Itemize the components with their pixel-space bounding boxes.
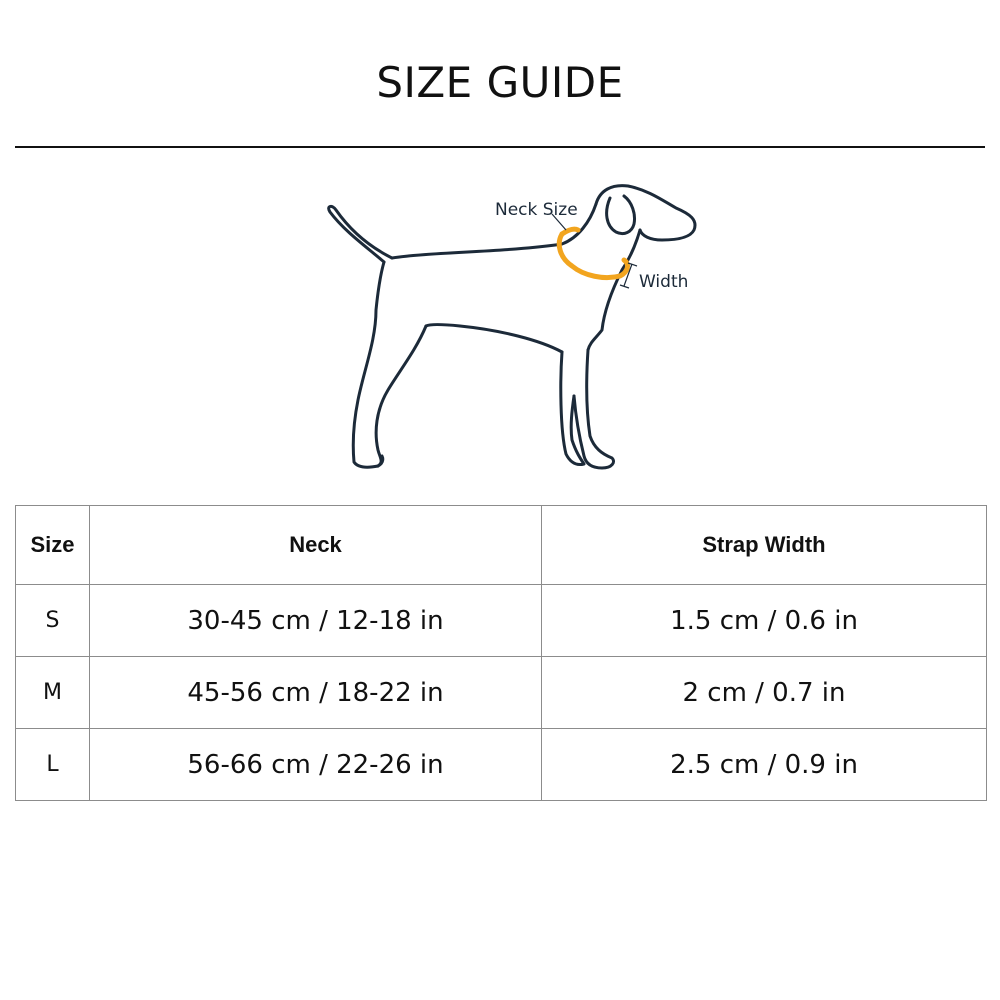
neck-cell: 30-45 cm / 12-18 in bbox=[90, 585, 542, 657]
strap-width-cell: 2 cm / 0.7 in bbox=[542, 657, 987, 729]
size-cell: S bbox=[16, 585, 90, 657]
table-row bbox=[16, 657, 987, 729]
size-cell: M bbox=[16, 657, 90, 729]
page-title: SIZE GUIDE bbox=[376, 58, 624, 107]
size-cell: L bbox=[16, 729, 90, 801]
table-row bbox=[16, 585, 987, 657]
neck-cell: 45-56 cm / 18-22 in bbox=[90, 657, 542, 729]
width-label: Width bbox=[639, 272, 689, 292]
column-header-neck: Neck bbox=[90, 506, 542, 585]
table-header-row bbox=[16, 506, 987, 585]
column-header-size: Size bbox=[16, 506, 90, 585]
neck-cell: 56-66 cm / 22-26 in bbox=[90, 729, 542, 801]
table-row bbox=[16, 729, 987, 801]
strap-width-cell: 2.5 cm / 0.9 in bbox=[542, 729, 987, 801]
neck-size-label: Neck Size bbox=[495, 200, 578, 220]
strap-width-cell: 1.5 cm / 0.6 in bbox=[542, 585, 987, 657]
column-header-strap-width: Strap Width bbox=[542, 506, 987, 585]
size-table bbox=[15, 505, 987, 801]
title-divider bbox=[15, 146, 985, 148]
